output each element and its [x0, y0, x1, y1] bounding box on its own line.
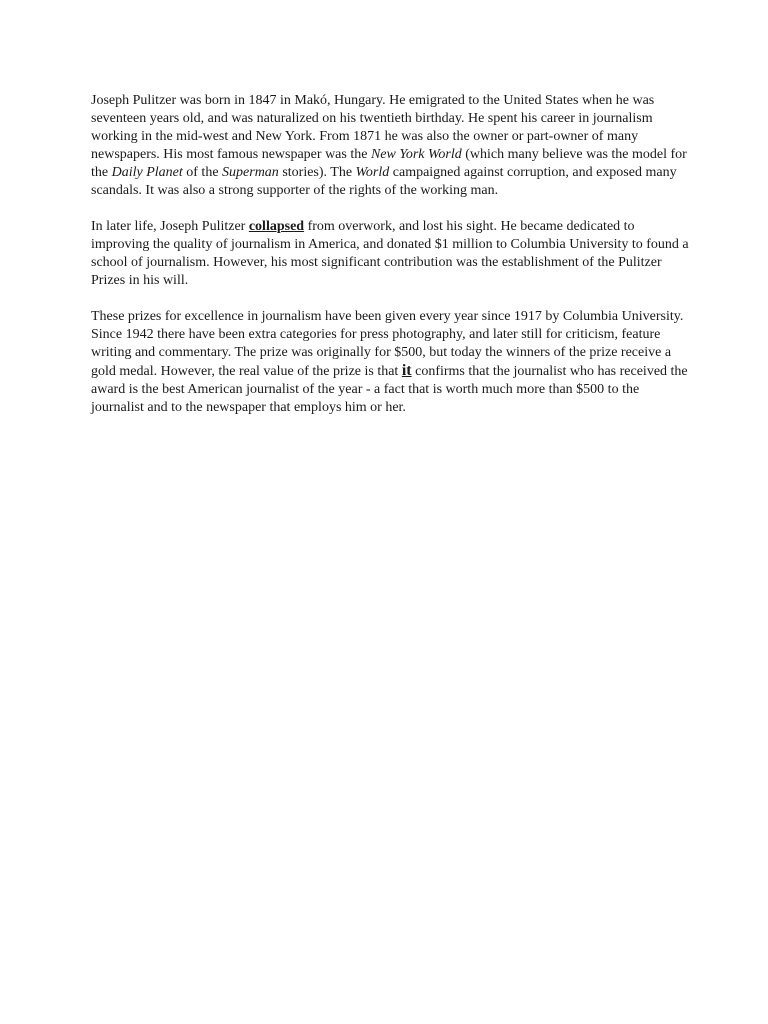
document-body — [91, 92, 691, 435]
paragraph-2-text-a: In later life, Joseph Pulitzer — [91, 219, 249, 234]
newspaper-title-daily-planet: Daily Planet — [111, 165, 183, 180]
paragraph-1-text-b: (which many believe was the model for the — [91, 147, 687, 180]
paragraph-2-text-b: from overwork, and lost his sight. He became dedicated to improving the quality of journalism in America, and donated $1 million to Columbia University to found a school of journalism. However, his most significant contribution was the establishment of the Pulitzer Prizes in his will. — [91, 219, 689, 288]
paragraph-1 — [91, 92, 691, 200]
paragraph-3-text-a: These prizes for excellence in journalism have been given every year since 1917 by Columbia University. Since 1942 there have been extra categories for press photography, and later still for criticism, feature writing and commentary. The prize was originally for $500, but today the winners of the prize receive a gold medal. However, the real value of the prize is that — [91, 309, 684, 379]
paragraph-3 — [91, 308, 691, 417]
paragraph-3-text-b: confirms that the journalist who has received the award is the best American journalist of the year - a fact that is worth much more than $500 to the journalist and to the newspaper that employs him or her. — [91, 364, 688, 415]
highlighted-word-it: it — [401, 362, 412, 379]
paragraph-1-text-e: campaigned against corruption, and exposed many scandals. It was also a strong supporter of the rights of the working man. — [91, 165, 677, 198]
paragraph-1-text-a: Joseph Pulitzer was born in 1847 in Makó, Hungary. He emigrated to the United States when he was seventeen years old, and was naturalized on his twentieth birthday. He spent his career in journalism working in the mid-west and New York. From 1871 he was also the owner or part-owner of many newspapers. His most famous newspaper was the — [91, 93, 655, 162]
paragraph-2 — [91, 218, 691, 290]
paragraph-1-text-d: stories). The — [278, 165, 356, 180]
newspaper-title-new-york-world: New York World — [370, 147, 462, 162]
paragraph-1-text-c: of the — [182, 165, 223, 180]
comic-title-superman: Superman — [222, 165, 279, 180]
newspaper-title-world: World — [355, 165, 390, 180]
highlighted-word-collapsed: collapsed — [248, 219, 305, 234]
